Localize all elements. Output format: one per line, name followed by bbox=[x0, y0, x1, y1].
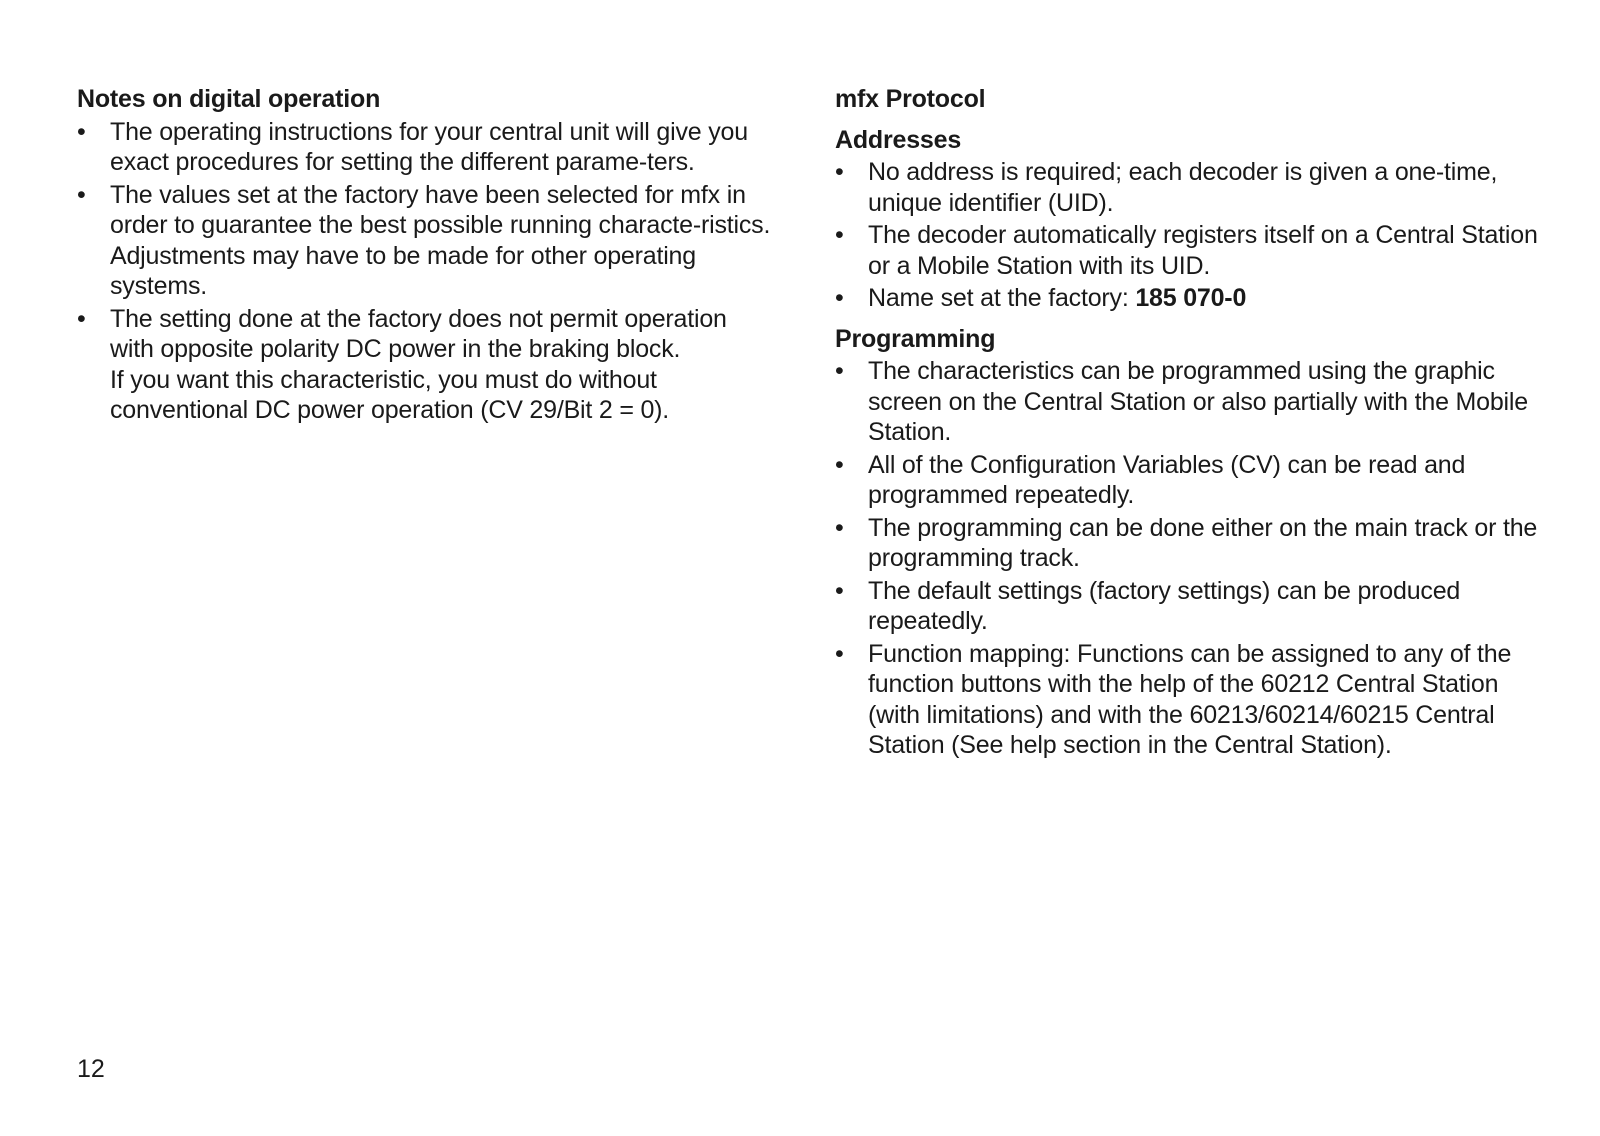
list-item bbox=[835, 513, 1545, 574]
bullet-icon: • bbox=[835, 450, 844, 479]
addresses-list bbox=[835, 157, 1545, 314]
right-column bbox=[835, 84, 1545, 763]
list-item bbox=[77, 304, 777, 426]
factory-name-value: 185 070-0 bbox=[1135, 284, 1247, 312]
bullet-icon: • bbox=[835, 284, 844, 312]
list-item bbox=[835, 283, 1545, 314]
bullet-icon: • bbox=[77, 117, 86, 146]
bullet-icon: • bbox=[835, 158, 844, 186]
list-item-text: No address is required; each decoder is given a one-time, unique identifier (UID). bbox=[868, 158, 1498, 217]
bullet-icon: • bbox=[835, 576, 844, 605]
list-item bbox=[835, 639, 1545, 761]
list-item bbox=[77, 117, 777, 178]
bullet-icon: • bbox=[835, 639, 844, 668]
subheading-programming: Programming bbox=[835, 324, 996, 353]
section-heading-mfx-protocol: mfx Protocol bbox=[835, 85, 986, 113]
list-item-text: The operating instructions for your central unit will give you exact procedures for setting the different parame-ters. bbox=[110, 117, 748, 176]
bullet-icon: • bbox=[835, 357, 844, 385]
bullet-icon: • bbox=[835, 513, 844, 542]
list-item-text: The setting done at the factory does not permit operation with opposite polarity DC power in the braking block. bbox=[110, 304, 727, 363]
list-item-text: All of the Configuration Variables (CV) can be read and programmed repeatedly. bbox=[868, 450, 1466, 509]
list-item-text: The characteristics can be programmed using the graphic screen on the Central Station or also partially with the Mobile Station. bbox=[868, 357, 1528, 446]
subheading-addresses: Addresses bbox=[835, 125, 962, 154]
factory-name-label: Name set at the factory: bbox=[868, 284, 1136, 312]
list-item-text: Adjustments may have to be made for other operating systems. bbox=[110, 241, 696, 300]
list-item-text: Function mapping: Functions can be assigned to any of the function buttons with the help of the 60212 Central Station (with limitations) and with the 60213/60214/60215 Central Station (See help section in the Central Station). bbox=[868, 639, 1512, 759]
list-item-text: The programming can be done either on the main track or the programming track. bbox=[868, 513, 1538, 572]
bullet-icon: • bbox=[77, 304, 86, 333]
list-item-text: The default settings (factory settings) can be produced repeatedly. bbox=[868, 576, 1461, 635]
bullet-icon: • bbox=[835, 221, 844, 249]
list-item bbox=[835, 220, 1545, 281]
list-item-text: The decoder automatically registers itself on a Central Station or a Mobile Station with its UID. bbox=[868, 221, 1538, 280]
section-heading-digital-operation: Notes on digital operation bbox=[77, 85, 381, 113]
list-item bbox=[835, 157, 1545, 218]
left-column bbox=[77, 84, 777, 428]
digital-operation-list bbox=[77, 117, 777, 426]
list-item-text: The values set at the factory have been selected for mfx in order to guarantee the best possible running characte-ristics. bbox=[110, 180, 771, 239]
programming-list bbox=[835, 356, 1545, 761]
list-item bbox=[77, 180, 777, 302]
page-number: 12 bbox=[77, 1055, 105, 1083]
bullet-icon: • bbox=[77, 180, 86, 209]
list-item bbox=[835, 450, 1545, 511]
list-item bbox=[835, 356, 1545, 448]
list-item-text bbox=[868, 283, 1545, 314]
list-item-text: If you want this characteristic, you must do without conventional DC power operation (CV 29/Bit 2 = 0). bbox=[110, 365, 670, 424]
list-item bbox=[835, 576, 1545, 637]
